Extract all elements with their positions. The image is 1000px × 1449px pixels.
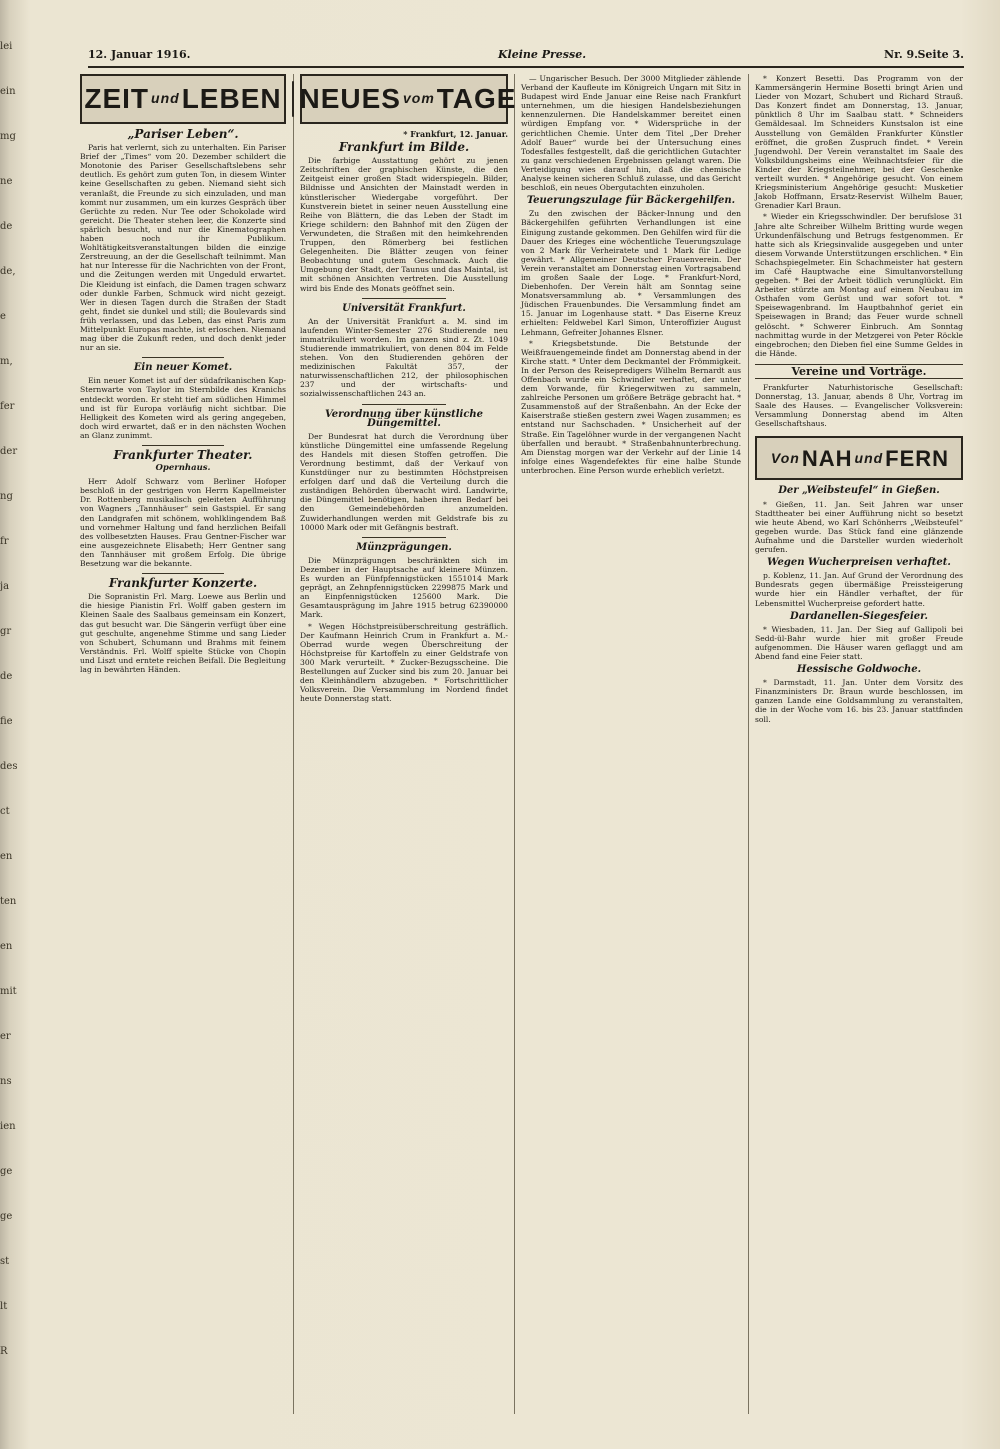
heading-word: und	[151, 90, 180, 107]
stub-fragment: ne	[0, 176, 13, 187]
article-title: Der „Weibsteufel“ in Gießen.	[778, 485, 940, 497]
divider	[142, 573, 224, 574]
article-body: Die Münzprägungen beschränkten sich im Dezember in der Hauptsache auf kleinere Münzen. Es wurden an Fünfpfennigstücken 1551014 Mark geprägt, an Zehnpfennigstücken 2299875 Mark und an Einpfennigstücken 125600 Mark. Die Gesamtausprägung im Jahre 1915 betrug 62390000 Mark.	[300, 555, 508, 620]
article-body: An der Universität Frankfurt a. M. sind im laufenden Winter-Semester 276 Studierende neu immatrikuliert worden. Im ganzen sind z. Zt. 1049 Studierende immatrikuliert, von denen 804 im Felde stehen. Von den Studierenden gehören der medizinischen Fakultät 357, der naturwissenschaftlichen 212, der philosophischen 237 und der wirtschafts- und sozialwissenschaftlichen 243 an.	[300, 316, 508, 399]
section-heading: Vereine und Vorträge.	[755, 364, 963, 379]
stub-fragment: fer	[0, 401, 15, 412]
article-title: Frankfurter Theater.	[113, 448, 253, 462]
stub-fragment: des	[0, 761, 18, 772]
stub-fragment: fie	[0, 716, 13, 727]
page-header	[88, 48, 964, 68]
article-body: Frankfurter Naturhistorische Gesellschaft: Donnerstag, 13. Januar, abends 8 Uhr, Vortrag im Saale des Hauses. — Evangelischer Volksverein: Versammlung Donnerstag abend im Alten Gesellschaftshaus.	[755, 383, 963, 429]
stub-fragment: ein	[0, 86, 16, 97]
stub-fragment: ten	[0, 896, 17, 907]
article-body: Die farbige Ausstattung gehört zu jenen Zeitschriften der graphischen Künste, die den Zeitgeist einer großen Stadt widerspiegeln. Bilder, Bildnisse und Ansichten der Mainstadt werden in künstlerischer Wiedergabe vorgeführt. Der Kunstverein bietet in seiner neuen Ausstellung eine Reihe von Blättern, die das Leben der Stadt im Kriege schildern: den Bahnhof mit den Zügen der Verwundeten, die Straßen mit den heimkehrenden Truppen, den Römerberg bei festlichen Gelegenheiten. Die Blätter zeugen von feiner Beobachtung und gutem Geschmack. Auch die Umgebung der Stadt, der Taunus und das Maintal, ist mit schönen Ansichten vertreten. Die Ausstellung wird bis Ende des Monats geöffnet sein.	[300, 156, 508, 293]
article-body: * Darmstadt, 11. Jan. Unter dem Vorsitz des Finanzministers Dr. Braun wurde beschlossen, im ganzen Lande eine Goldsammlung zu veranstalten, die in der Woche vom 16. bis 23. Januar stattfinden soll.	[755, 678, 963, 724]
stub-fragment: ng	[0, 491, 13, 502]
stub-fragment: ct	[0, 806, 10, 817]
article-subtitle: Opernhaus.	[155, 463, 211, 474]
stub-fragment: lei	[0, 41, 13, 52]
column-rule	[514, 74, 515, 1414]
stub-fragment: de,	[0, 266, 16, 277]
von-nah-und-fern-heading	[755, 436, 963, 480]
heading-word: NAH	[801, 445, 853, 471]
article-body: Die Sopranistin Frl. Marg. Loewe aus Berlin und die hiesige Pianistin Frl. Wolff gaben gestern im Kleinen Saale des Saalbaus gemeinsam ein Konzert, das gut besucht war. Die Sängerin verfügt über eine gut geschulte, angenehme Stimme und sang Lieder von Schubert, Schumann und Brahms mit feinem Verständnis. Frl. Wolff spielte Stücke von Chopin und Liszt und erntete reichen Beifall. Die Begleitung lag in bewährten Händen.	[80, 592, 286, 674]
stub-fragment: gr	[0, 626, 12, 637]
divider	[362, 404, 445, 405]
article-body: * Konzert Besetti. Das Programm von der Kammersängerin Hermine Bosetti bringt Arien und Lieder von Mozart, Schubert und Richard Strauß. Das Konzert findet am Donnerstag, 13. Januar, pünktlich 8 Uhr im Saalbau statt. * Schneiders Gemäldesaal. Im Schneiders Kunstsalon ist eine Ausstellung von Gemälden Frankfurter Künstler eröffnet, die großen Zuspruch findet. * Verein Jugendwohl. Der Verein veranstaltet im Saale des Volksbildungsheims eine Weihnachtsfeier für die Kinder der Kriegsteilnehmer, bei der Geschenke verteilt wurden. * Angehörige gesucht. Von einem Kriegsministerium Angehörige gesucht: Musketier Jakob Hoffmann, Ersatz-Reservist Wilhelm Bauer, Grenadier Karl Braun.	[755, 74, 963, 211]
article-body: — Ungarischer Besuch. Der 3000 Mitglieder zählende Verband der Kaufleute im Königreich Ungarn mit Sitz in Budapest wird Ende Januar eine Reise nach Frankfurt unternehmen, um die hiesigen Handelsbeziehungen kennenzulernen. Die Handelskammer bereitet einen würdigen Empfang vor. * Widersprüche in der gerichtlichen Chemie. Unter dem Titel „Der Dreher Adolf Bauer“ wurde bei der Untersuchung eines Todesfalles festgestellt, daß die gerichtlichen Gutachter zu ganz verschiedenen Ergebnissen gelangt waren. Die Verteidigung wies darauf hin, daß die chemische Analyse keinen sicheren Schluß zulasse, und das Gericht beschloß, ein neues Obergutachten einzuholen.	[521, 74, 741, 193]
stub-fragment: en	[0, 941, 13, 952]
stub-fragment: mg	[0, 131, 16, 142]
stub-fragment: lt	[0, 1301, 8, 1312]
stub-fragment: mit	[0, 986, 17, 997]
divider	[362, 537, 445, 538]
stub-fragment: ja	[0, 581, 10, 592]
heading-word: und	[854, 449, 884, 466]
column-local-news	[521, 74, 741, 1414]
heading-word: FERN	[885, 445, 950, 471]
header-page: Seite 3.	[917, 48, 964, 61]
stub-fragment: ns	[0, 1076, 12, 1087]
heading-word: TAGE	[436, 83, 517, 115]
stub-fragment: ge	[0, 1211, 13, 1222]
column-rule	[748, 74, 749, 1414]
stub-fragment: fr	[0, 536, 9, 547]
article-title: Wegen Wucherpreisen verhaftet.	[767, 557, 951, 569]
article-title: Hessische Goldwoche.	[796, 664, 922, 676]
article-body: * Kriegsbetstunde. Die Betstunde der Weißfrauengemeinde findet am Donnerstag abend in der Kirche statt. * Unter dem Deckmantel der Frömmigkeit. In der Person des Reisepredigers Wilhelm Bernardt aus Offenbach wurde ein Schwindler verhaftet, der unter dem Vorwande, für Kriegerwitwen zu sammeln, zahlreiche Personen um größere Beträge gebracht hat. * Zusammenstoß auf der Straßenbahn. An der Ecke der Kaiserstraße stießen gestern zwei Wagen zusammen; es entstand nur Sachschaden. * Unsicherheit auf der Straße. Ein Tagelöhner wurde in der vergangenen Nacht überfallen und beraubt. * Straßenbahnunterbrechung. Am Dienstag morgen war der Verkehr auf der Linie 14 infolge eines Wagendefektes für eine halbe Stunde unterbrochen. Eine Person wurde erheblich verletzt.	[521, 338, 741, 475]
article-title: Frankfurter Konzerte.	[108, 576, 258, 591]
stub-fragment: er	[0, 1031, 11, 1042]
stub-fragment: R	[0, 1346, 8, 1357]
article-body: p. Koblenz, 11. Jan. Auf Grund der Verordnung des Bundesrats gegen übermäßige Preissteigerung wurde hier ein Händler verhaftet, der für Lebensmittel Wucherpreise gefordert hatte.	[755, 571, 963, 608]
stub-fragment: e	[0, 311, 6, 322]
article-title: Teuerungszulage für Bäckergehilfen.	[526, 195, 736, 207]
heading-word: LEBEN	[181, 83, 282, 115]
article-title: Ein neuer Komet.	[133, 362, 233, 374]
column-zeit-und-leben	[80, 74, 286, 1414]
divider	[142, 445, 224, 446]
divider	[362, 298, 445, 299]
article-title: Verordnung über künstliche Düngemittel.	[324, 408, 484, 429]
article-body: Ein neuer Komet ist auf der südafrikanischen Kap-Sternwarte von Taylor im Sternbilde des Kranichs entdeckt worden. Er steht tief am südlichen Himmel und ist für Europa vorläufig nicht sichtbar. Die Helligkeit des Kometen wird als gering angegeben, doch wird erwartet, daß er in den nächsten Wochen an Glanz zunimmt.	[80, 376, 286, 440]
article-title: Münzprägungen.	[356, 541, 452, 553]
article-body: Herr Adolf Schwarz vom Berliner Hofoper beschloß in der gestrigen von Herrn Kapellmeister Dr. Rottenberg musikalisch geleiteten Aufführung von Wagners „Tannhäuser“ sein Gastspiel. Er sang den Landgrafen mit schönem, wohlklingendem Baß und vornehmer Haltung und fand herzlichen Beifall des vollbesetzten Hauses. Frau Gentner-Fischer war eine ausgezeichnete Elisabeth; Herr Gentner sang den Tannhäuser mit großem Erfolg. Die übrige Besetzung war die bekannte.	[80, 477, 286, 569]
heading-word: ZEIT	[84, 83, 150, 115]
stub-fragment: m,	[0, 356, 13, 367]
stub-fragment: der	[0, 446, 18, 457]
article-body: Zu den zwischen der Bäcker-Innung und den Bäckergehilfen geführten Verhandlungen ist eine Einigung zustande gekommen. Den Gehilfen wird für die Dauer des Krieges eine wöchentliche Teuerungszulage von 2 Mark für Verheiratete und 1 Mark für Ledige gewährt. * Allgemeiner Deutscher Frauenverein. Der Verein veranstaltet am Donnerstag einen Vortragsabend im großen Saale der Loge. * Frankfurt-Nord, Diebenhofen. Der Verein hält am Sonntag seine Monatsversammlung ab. * Versammlungen des Jüdischen Frauenbundes. Die Versammlung findet am 15. Januar im Logenhause statt. * Das Eiserne Kreuz erhielten: Feldwebel Karl Simon, Unteroffizier August Lehmann, Gefreiter Johannes Elsner.	[521, 209, 741, 337]
heading-word: Von	[770, 449, 800, 466]
stub-fragment: en	[0, 851, 13, 862]
stub-fragment: ien	[0, 1121, 16, 1132]
dateline: * Frankfurt, 12. Januar.	[403, 129, 508, 139]
article-body: * Wegen Höchstpreisüberschreitung gesträflich. Der Kaufmann Heinrich Crum in Frankfurt a. M.-Oberrad wurde wegen Überschreitung der Höchstpreise für Kartoffeln zu einer Geldstrafe von 300 Mark verurteilt. * Zucker-Bezugsscheine. Die Bestellungen auf Zucker sind bis zum 20. Januar bei den Kleinhändlern abzugeben. * Fortschrittlicher Volksverein. Die Versammlung im Nordend findet heute Donnerstag statt.	[300, 621, 508, 704]
header-title: Kleine Presse.	[498, 48, 587, 61]
eagle-emblem-icon	[292, 81, 294, 117]
neues-vom-tage-heading	[299, 74, 517, 124]
column-neues-vom-tage	[299, 74, 517, 1414]
article-title: Frankfurt im Bilde.	[338, 140, 470, 155]
article-title: „Pariser Leben“.	[127, 127, 239, 141]
zeit-und-leben-heading	[80, 74, 286, 124]
column-regional-news	[755, 74, 963, 1414]
article-body: Der Bundesrat hat durch die Verordnung über künstliche Düngemittel eine umfassende Regelung des Handels mit diesen Stoffen getroffen. Die Verordnung bestimmt, daß der Verkauf von Kunstdünger nur zu bestimmten Höchstpreisen erfolgen darf und daß die Verteilung durch die zuständigen Behörden überwacht wird. Landwirte, die Düngemittel benötigen, haben ihren Bedarf bei den Gemeindebehörden anzumelden. Zuwiderhandlungen werden mit Geldstrafe bis zu 10000 Mark oder mit Gefängnis bestraft.	[300, 431, 508, 532]
article-title: Universität Frankfurt.	[342, 302, 466, 314]
article-body: Paris hat verlernt, sich zu unterhalten. Ein Pariser Brief der „Times“ vom 20. Dezember schildert die Monotonie des Pariser Gesellschaftslebens sehr deutlich. Es gehört zum guten Ton, in diesem Winter keine Gesellschaften zu geben. Niemand sieht sich veranlaßt, die Freunde zu sich einzuladen, und man kommt nur zusammen, um ein kurzes Gespräch über Gerüchte zu reden. Nur Tee oder Schokolade wird gereicht. Die Theater stehen leer, die Konzerte sind spärlich besucht, und nur die Kinematographen haben noch ihr Publikum. Wohltätigkeitsveranstaltungen bilden die einzige Zerstreuung, an der die Gesellschaft teilnimmt. Man hat nur Interesse für die Nachrichten von der Front, und die Zeitungen werden mit Ungeduld erwartet. Die Kleidung ist einfach, die Damen tragen schwarz oder dunkle Farben, Schmuck wird nicht gezeigt. Wer in diesen Tagen durch die Straßen der Stadt geht, findet sie dunkel und still; die Boulevards sind früh verlassen, und das Leben, das einst Paris zum Mittelpunkt Europas machte, ist erloschen. Niemand mag über die Zukunft reden, und doch denkt jeder nur an sie.	[80, 143, 286, 353]
stub-fragment: de	[0, 671, 13, 682]
article-body: * Wieder ein Kriegsschwindler. Der berufslose 31 Jahre alte Schreiber Wilhelm Britting wurde wegen Urkundenfälschung und Betrugs festgenommen. Er hatte sich als Kriegsinvalide ausgegeben und unter diesem Vorwande Unterstützungen erschlichen. * Ein Schachspiegelmeter. Ein Schachmeister hat gestern im Café Hauptwache eine Simultanvorstellung gegeben. * Bei der Arbeit tödlich verunglückt. Ein Arbeiter stürzte am Montag auf einem Neubau im Osthafen vom Gerüst und war sofort tot. * Speisewagenbrand. Im Hauptbahnhof geriet ein Speisewagen in Brand; das Feuer wurde schnell gelöscht. * Schwerer Einbruch. Am Sonntag nachmittag wurde in der Metzgerei von Peter Röckle eingebrochen; den Dieben fiel eine Summe Geldes in die Hände.	[755, 212, 963, 358]
stub-fragment: ge	[0, 1166, 13, 1177]
previous-page-edge	[0, 40, 26, 1420]
divider	[142, 357, 224, 358]
stub-fragment: st	[0, 1256, 10, 1267]
heading-word: NEUES	[299, 83, 401, 115]
article-body: * Wiesbaden, 11. Jan. Der Sieg auf Gallipoli bei Sedd-ül-Bahr wurde hier mit großer Freude aufgenommen. Die Häuser waren geflaggt und am Abend fand eine Feier statt.	[755, 624, 963, 661]
header-date: 12. Januar 1916.	[88, 48, 191, 61]
heading-word: vom	[402, 90, 435, 107]
article-body: * Gießen, 11. Jan. Seit Jahren war unser Stadttheater bei einer Aufführung nicht so besetzt wie heute Abend, wo Karl Schönherrs „Weibsteufel“ gegeben wurde. Das Stück fand eine glänzende Aufnahme und die Darsteller wurden wiederholt gerufen.	[755, 499, 963, 555]
column-rule	[293, 74, 294, 1414]
article-title: Dardanellen-Siegesfeier.	[790, 610, 928, 622]
stub-fragment: de	[0, 221, 13, 232]
header-number: Nr. 9.	[884, 48, 918, 61]
